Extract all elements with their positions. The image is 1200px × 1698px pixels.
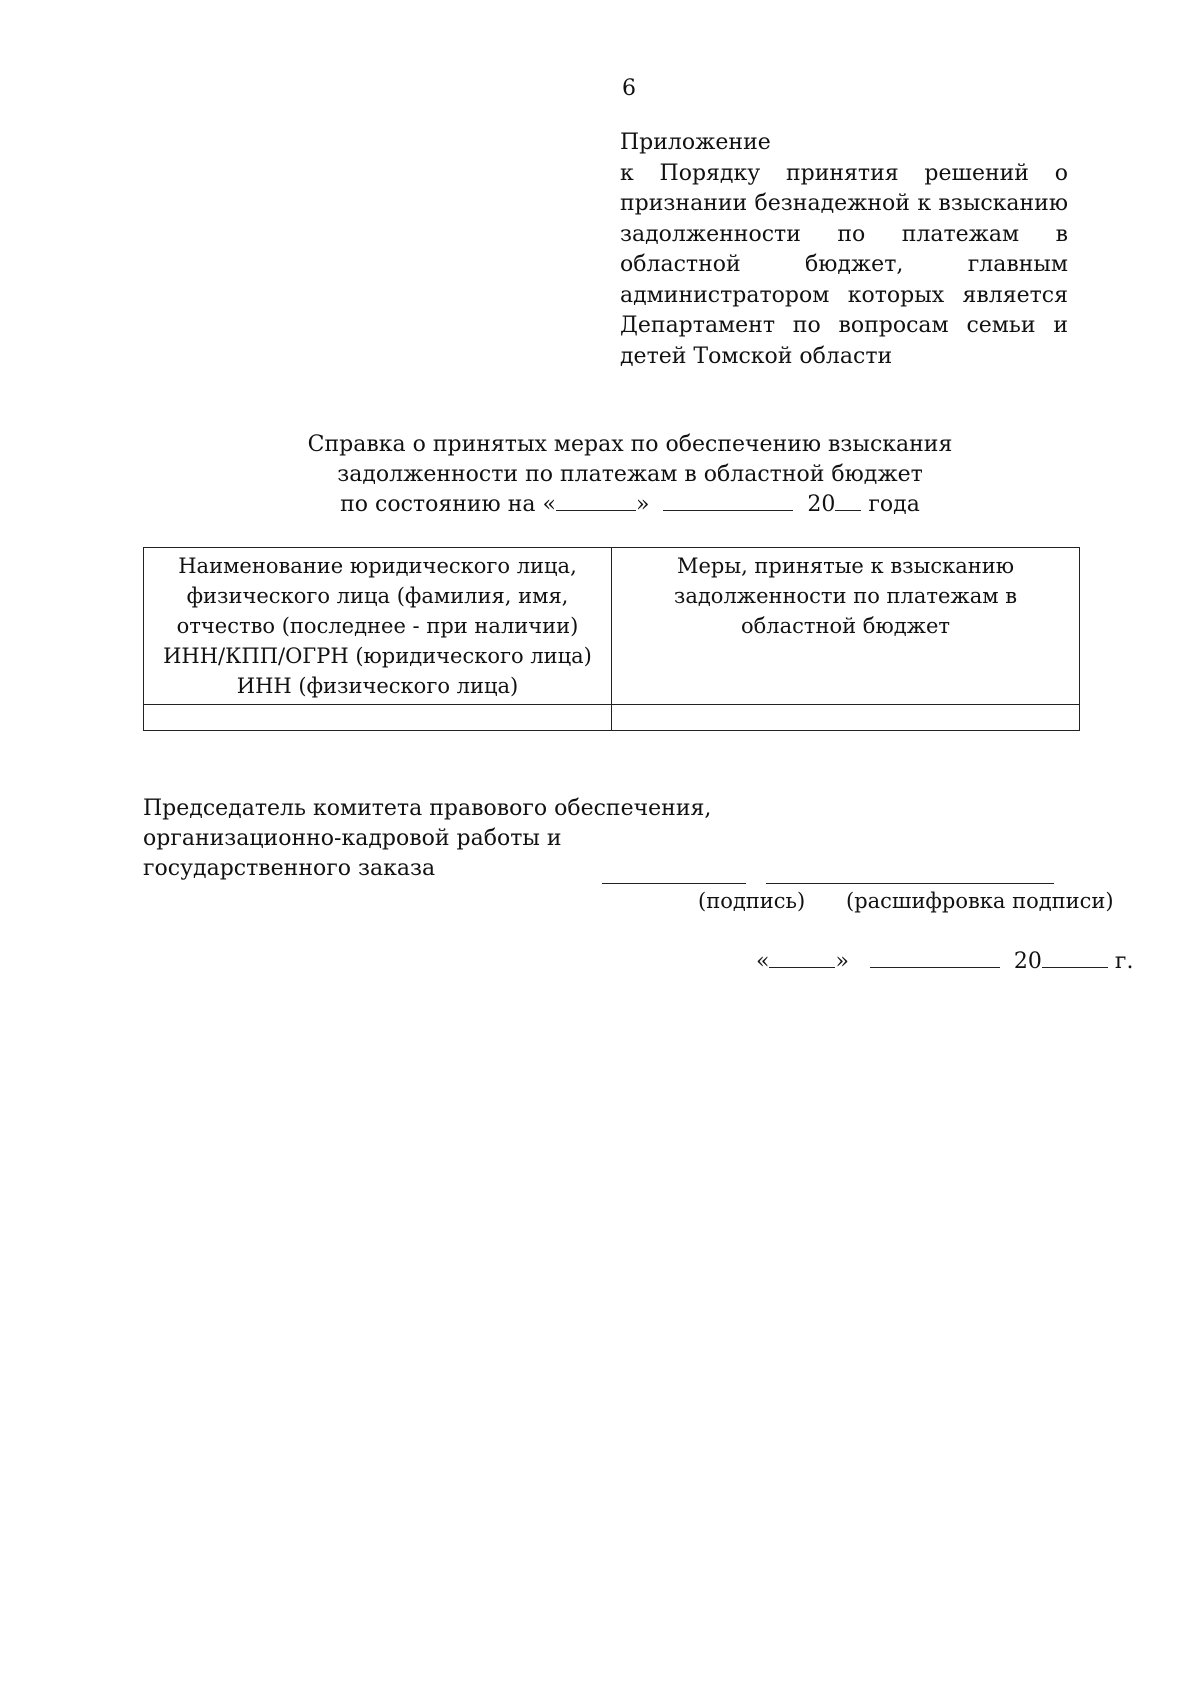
signer-position-line: государственного заказа — [143, 856, 436, 881]
header-measures — [612, 548, 1080, 705]
heading-line-1: Справка о принятых мерах по обеспечению взыскания — [307, 432, 953, 457]
date-open-quote: « — [756, 949, 770, 974]
date-year-prefix: 20 — [1013, 949, 1042, 974]
header-entity-name — [144, 548, 612, 705]
page-number: 6 — [622, 76, 636, 101]
heading-year-suffix: года — [868, 492, 920, 517]
signature-decode-label: (расшифровка подписи) — [846, 889, 1114, 913]
table-header-row — [144, 548, 1080, 705]
date-year-blank — [1042, 947, 1108, 968]
table-cell-measures — [612, 705, 1080, 731]
date-month-blank — [870, 947, 1000, 968]
signature-decode-line — [766, 883, 1054, 884]
appendix-block — [620, 128, 1068, 372]
heading-date-quote: » — [635, 492, 650, 517]
header-entity-line: ИНН/КПП/ОГРН (юридического лица) — [163, 644, 592, 668]
signer-position-line: Председатель комитета правового обеспечения, — [143, 796, 712, 821]
date-close-quote: » — [835, 949, 849, 974]
appendix-text: к Порядку принятия решений о признании безнадежной к взысканию задолженности по платежам в областной бюджет, главным администратором которых является Департамент по вопросам семьи и детей Томской области — [620, 160, 1068, 369]
heading-year-prefix: 20 — [807, 492, 836, 517]
signature-line — [602, 883, 746, 884]
appendix-title: Приложение — [620, 130, 771, 155]
table-cell-entity — [144, 705, 612, 731]
header-measures-line: Меры, принятые к взысканию — [676, 554, 1015, 578]
measures-table — [143, 547, 1080, 731]
header-measures-line: областной бюджет — [740, 614, 951, 638]
signing-date — [756, 947, 1133, 974]
header-entity-line: физического лица (фамилия, имя, — [186, 584, 569, 608]
header-entity-line: ИНН (физического лица) — [236, 674, 519, 698]
signer-position-line: организационно-кадровой работы и — [143, 826, 562, 851]
day-blank — [556, 490, 636, 511]
heading-date-prefix: по состоянию на « — [340, 492, 556, 517]
date-suffix: г. — [1114, 949, 1134, 974]
table-row — [144, 705, 1080, 731]
header-entity-line: Наименование юридического лица, — [178, 554, 577, 578]
heading-line-3 — [270, 490, 990, 520]
heading-line-2: задолженности по платежам в областной бюджет — [337, 462, 923, 487]
document-heading — [270, 430, 990, 520]
header-entity-line: отчество (последнее - при наличии) — [176, 614, 579, 638]
month-blank — [663, 490, 793, 511]
year-blank — [835, 490, 861, 511]
signature-label: (подпись) — [698, 889, 806, 913]
header-measures-line: задолженности по платежам в — [673, 584, 1018, 608]
signer-position — [143, 794, 711, 884]
date-day-blank — [769, 947, 835, 968]
